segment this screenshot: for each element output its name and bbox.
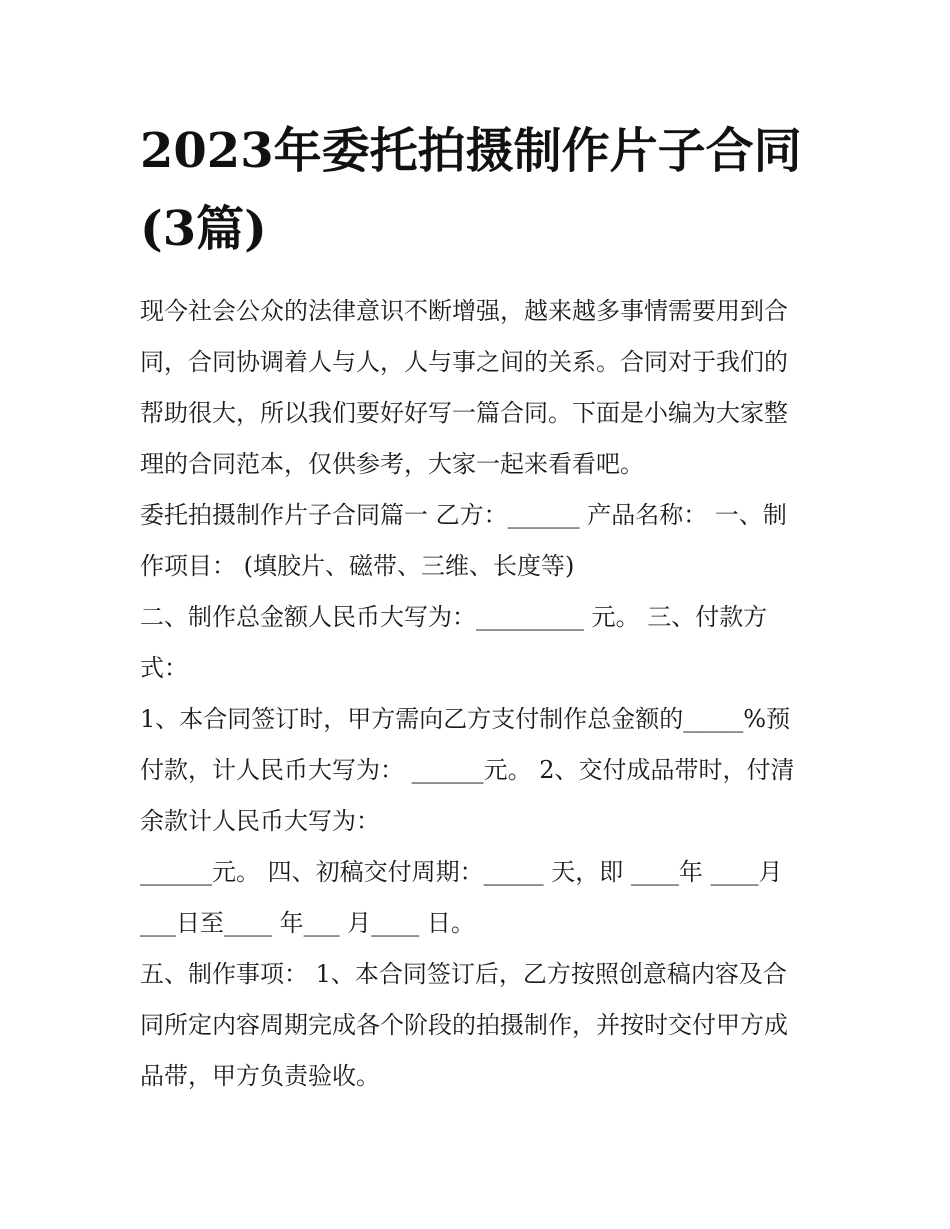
body-line: 五、制作事项： 1、本合同签订后，乙方按照创意稿内容及合: [140, 960, 787, 988]
body-line: 理的合同范本，仅供参考，大家一起来看看吧。: [140, 450, 644, 478]
title-line: 2023年委托拍摄制作片子合同: [140, 123, 802, 179]
body-line: ______元。 四、初稿交付周期：_____ 天，即 ____年 ____月: [140, 858, 783, 886]
document-title: [140, 112, 830, 268]
title-line: (3篇): [140, 201, 267, 257]
body-line: 二、制作总金额人民币大写为：_________ 元。 三、付款方: [140, 603, 768, 631]
body-line: 同所定内容周期完成各个阶段的拍摄制作，并按时交付甲方成: [140, 1011, 788, 1039]
body-line: 现今社会公众的法律意识不断增强，越来越多事情需要用到合: [140, 297, 788, 325]
body-line: 式：: [140, 654, 188, 682]
body-line: 委托拍摄制作片子合同篇一 乙方：______ 产品名称： 一、制: [140, 501, 787, 529]
body-line: 1、本合同签订时，甲方需向乙方支付制作总金额的_____%预: [140, 705, 791, 733]
body-line: 付款，计人民币大写为： ______元。 2、交付成品带时，付清: [140, 756, 795, 784]
body-line: 作项目： (填胶片、磁带、三维、长度等): [140, 552, 575, 580]
body-line: 同，合同协调着人与人，人与事之间的关系。合同对于我们的: [140, 348, 788, 376]
body-line: ___日至____ 年___ 月____ 日。: [140, 909, 475, 937]
body-line: 品带，甲方负责验收。: [140, 1062, 380, 1090]
body-line: 帮助很大，所以我们要好好写一篇合同。下面是小编为大家整: [140, 399, 788, 427]
document-body: [140, 286, 830, 1102]
body-line: 余款计人民币大写为：: [140, 807, 380, 835]
